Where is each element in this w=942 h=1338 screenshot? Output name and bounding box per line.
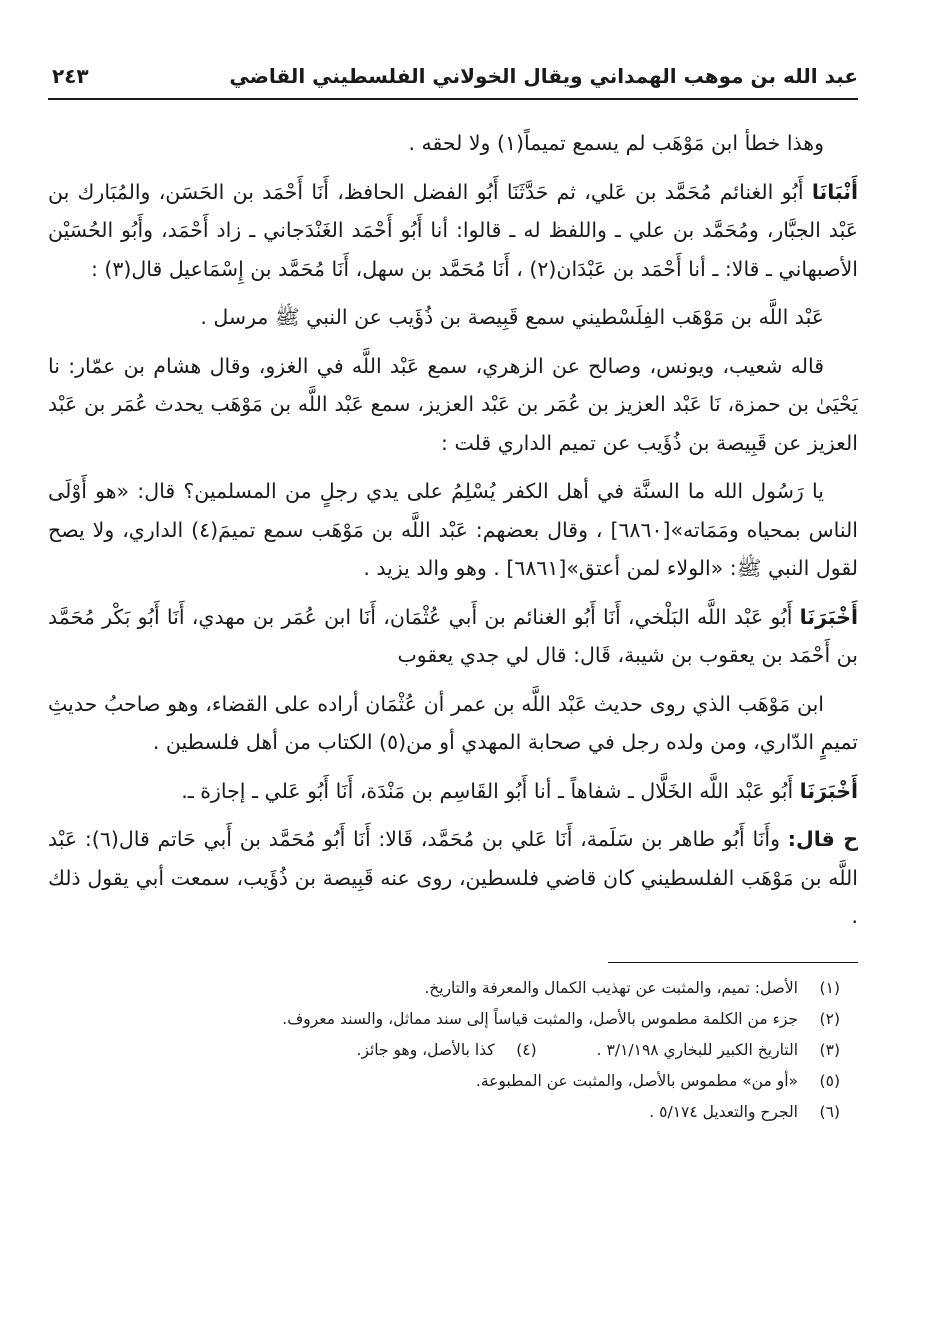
paragraph-text: أَبُو عَبْد اللَّه البَلْخي، أَنَا أَبُو الغنائم بن أَبي عُثْمَان، أَنَا ابن عُمَر بن مهدي، أَنَا أَبُو بَكْر مُحَمَّد بن أَحْمَد بن يعقوب بن شيبة، قَال: قال لي جدي يعقوب bbox=[48, 604, 858, 667]
footnote-text: الأصل: تميم، والمثبت عن تهذيب الكمال والمعرفة والتاريخ. bbox=[424, 978, 798, 997]
footnote-number: (١) bbox=[819, 978, 840, 997]
paragraph-5 bbox=[48, 472, 858, 588]
paragraph-9 bbox=[48, 820, 858, 936]
footnote-3 bbox=[48, 1035, 858, 1066]
footnote-number: (٦) bbox=[819, 1102, 840, 1121]
footnote-text: الجرح والتعديل ٥/١٧٤ . bbox=[649, 1102, 798, 1121]
footnote-text: جزء من الكلمة مطموس بالأصل، والمثبت قياساً إلى سند مماثل، والسند معروف. bbox=[282, 1009, 798, 1028]
paragraph-lead: أَخْبَرَنَا bbox=[799, 778, 858, 803]
paragraph-8 bbox=[48, 772, 858, 811]
paragraph-lead: أَنْبَانَا bbox=[811, 179, 858, 204]
paragraph-text: وهذا خطأ ابن مَوْهَب لم يسمع تميماً(١) ولا لحقه . bbox=[408, 131, 824, 155]
paragraph-lead: أَخْبَرَنَا bbox=[799, 604, 858, 629]
paragraph-6 bbox=[48, 598, 858, 675]
running-head bbox=[48, 58, 858, 100]
paragraph-lead: ح قال: bbox=[787, 827, 858, 851]
paragraph-text: ابن مَوْهَب الذي روى حديث عَبْد اللَّه بن عمر أن عُثْمَان أراده على القضاء، وهو صاحبُ حديثِ تميمٍ الدّاري، ومن ولده رجل في صحابة المهدي أو من(٥) الكتاب من أهل فلسطين . bbox=[48, 691, 858, 754]
footnote-number: (٢) bbox=[819, 1009, 840, 1028]
footnote-separator bbox=[608, 962, 858, 963]
footnote-number: (٤) bbox=[516, 1040, 537, 1059]
footnote-text: «أو من» مطموس بالأصل، والمثبت عن المطبوعة. bbox=[475, 1071, 798, 1090]
paragraph-7 bbox=[48, 685, 858, 762]
paragraph-text: أَبُو عَبْد اللَّه الخَلَّال ـ شفاهاً ـ أنا أَبُو القَاسِم بن مَنْدَة، أَنَا أَبُو عَلي ـ إجازة ـ. bbox=[181, 778, 800, 803]
paragraph-text: عَبْد اللَّه بن مَوْهَب الفِلَسْطيني سمع قَبِيصة بن ذُؤَيب عن النبي ﷺ مرسل . bbox=[200, 305, 824, 329]
footnote-text: كذا بالأصل، وهو جائز. bbox=[356, 1040, 495, 1059]
footnote-5 bbox=[48, 1066, 858, 1097]
footnote-2 bbox=[48, 1004, 858, 1035]
paragraph-4 bbox=[48, 347, 858, 463]
paragraph-3 bbox=[48, 298, 858, 337]
footnote-number: (٥) bbox=[819, 1071, 840, 1090]
paragraph-text: قاله شعيب، ويونس، وصالح عن الزهري، سمع عَبْد اللَّه في الغزو، وقال هشام بن عمّار: نا يَحْيَىٰ بن حمزة، نَا عَبْد العزيز بن عُمَر بن عَبْد العزيز، سمع عَبْد اللَّه بن مَوْهَب يحدث عُمَر بن عَبْد العزيز عن قَبِيصة بن ذُؤَيب عن تميم الداري قلت : bbox=[48, 353, 858, 455]
paragraph-text: يا رَسُول الله ما السنَّة في أهل الكفر يُسْلِمُ على يدي رجلٍ من المسلمين؟ قال: «هو أَوْلَى الناس بمحياه ومَمَاته»[٦٨٦٠] ، وقال بعضهم: عَبْد اللَّه بن مَوْهَب سمع تميمَ(٤) الداري، ولا يصح لقول النبي ﷺ: «الولاء لمن أعتق»[٦٨٦١] . وهو والد يزيد . bbox=[48, 479, 858, 580]
paragraph-2 bbox=[48, 173, 858, 289]
footnote-1 bbox=[48, 973, 858, 1004]
paragraph-text: أَبُو الغنائم مُحَمَّد بن عَلي، ثم حَدَّثَنَا أَبُو الفضل الحافظ، أَنَا أَحْمَد بن الحَسَن، والمُبَارك بن عَبْد الجبَّار، ومُحَمَّد بن علي ـ واللفظ له ـ قالوا: أنا أَبُو أَحْمَد الغَنْدَجاني ـ زاد أَحْمَد، وأَبُو الحُسَيْن الأصبهاني ـ قالا: ـ أنا أَحْمَد بن عَبْدَان(٢) ، أَنَا مُحَمَّد بن سهل، أَنَا مُحَمَّد بن إِسْمَاعيل قال(٣) : bbox=[48, 179, 858, 281]
main-text bbox=[48, 124, 858, 936]
paragraph-text: وأَنَا أَبُو طاهر بن سَلَمة، أَنَا عَلي بن مُحَمَّد، قَالا: أَنَا أَبُو مُحَمَّد بن أَبي حَاتم قال(٦): عَبْد اللَّه بن مَوْهَب الفلسطيني كان قاضي فلسطين، روى عنه قَبِيصة بن ذُؤَيب، سمعت أبي يقول ذلك . bbox=[48, 827, 858, 928]
footnote-6 bbox=[48, 1097, 858, 1128]
running-title: عبد الله بن موهب الهمداني ويقال الخولاني الفلسطيني القاضي bbox=[229, 64, 858, 88]
footnote-number: (٣) bbox=[819, 1040, 840, 1059]
page-number: ٢٤٣ bbox=[52, 64, 89, 88]
book-page bbox=[48, 58, 858, 1298]
paragraph-1 bbox=[48, 124, 858, 163]
footnote-text: التاريخ الكبير للبخاري ٣/١/١٩٨ . bbox=[596, 1040, 798, 1059]
footnotes bbox=[48, 973, 858, 1128]
